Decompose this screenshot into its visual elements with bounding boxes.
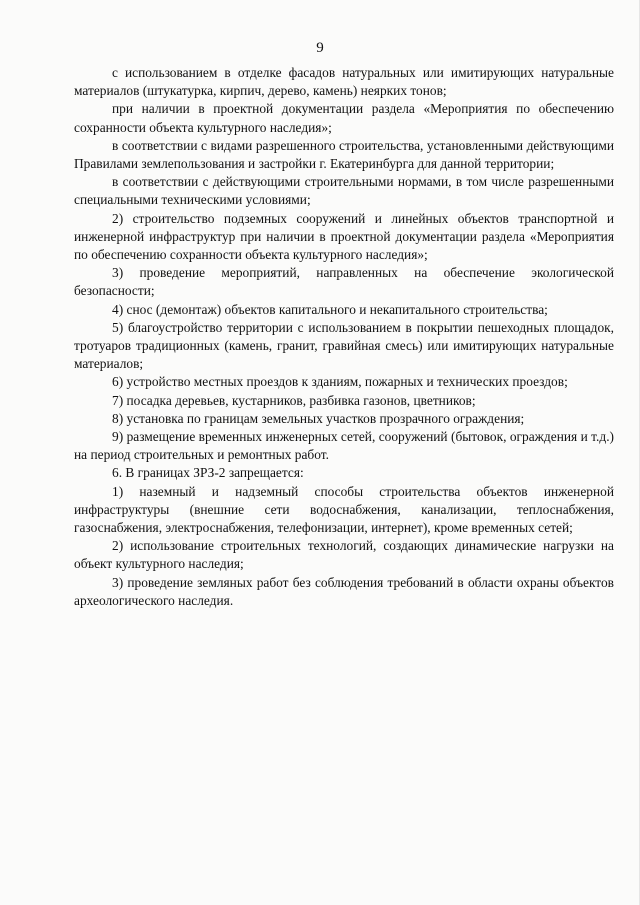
paragraph-land-use-rules: в соответствии с видами разрешенного строительства, установленными действующими Правилами землепользования и застройки г. Екатеринбурга для данной территории; xyxy=(74,137,614,172)
paragraph-item-8-fencing: 8) установка по границам земельных участков прозрачного ограждения; xyxy=(112,410,525,426)
paragraph-item-9-temporary: 9) размещение временных инженерных сетей, сооружений (бытовок, ограждения и т.д.) на период строительных и ремонтных работ. xyxy=(74,429,614,463)
paragraph-facade-materials: с использованием в отделке фасадов натуральных или имитирующих натуральные материалов (штукатурка, кирпич, дерево, камень) неярких тонов; xyxy=(74,65,614,99)
paragraph-prohibited-2-dynamic-loads: 2) использование строительных технологий, создающих динамические нагрузки на объект культурного наследия; xyxy=(74,538,614,572)
paragraph-item-3-ecology: 3) проведение мероприятий, направленных на обеспечение экологической безопасности; xyxy=(74,265,614,299)
paragraph-prohibited-1-infrastructure: 1) наземный и надземный способы строительства объектов инженерной инфраструктуры (внешние сети водоснабжения, канализации, теплоснабжения, газоснабжения, электроснабжения, телефонизации, интернет), кроме временных сетей; xyxy=(74,483,614,536)
paragraph-item-2-underground: 2) строительство подземных сооружений и линейных объектов транспортной и инженерной инфраструктур при наличии в проектной документации раздела «Мероприятия по обеспечению сохранности объекта культурного наследия»; xyxy=(74,210,614,263)
paragraph-building-norms: в соответствии с действующими строительными нормами, в том числе разрешенными специальными техническими условиями; xyxy=(74,174,614,208)
paragraph-item-5-landscaping: 5) благоустройство территории с использованием в покрытии пешеходных площадок, тротуаров традиционных (камень, гранит, гравийная смесь) или имитирующих натуральные материалов; xyxy=(74,319,614,372)
paragraph-prohibited-3-earthworks: 3) проведение земляных работ без соблюдения требований в области охраны объектов археологического наследия. xyxy=(74,574,614,608)
paragraph-heritage-measures: при наличии в проектной документации раздела «Мероприятия по обеспечению сохранности объекта культурного наследия»; xyxy=(74,101,614,135)
paragraph-item-6-driveways: 6) устройство местных проездов к зданиям, пожарных и технических проездов; xyxy=(112,374,568,390)
document-body xyxy=(74,64,614,610)
paragraph-item-7-planting: 7) посадка деревьев, кустарников, разбивка газонов, цветников; xyxy=(112,392,476,408)
paragraph-item-4-demolition: 4) снос (демонтаж) объектов капитального и некапитального строительства; xyxy=(112,301,548,317)
page-number: 9 xyxy=(316,40,324,56)
paragraph-section-6-heading: 6. В границах ЗРЗ-2 запрещается: xyxy=(112,465,304,481)
